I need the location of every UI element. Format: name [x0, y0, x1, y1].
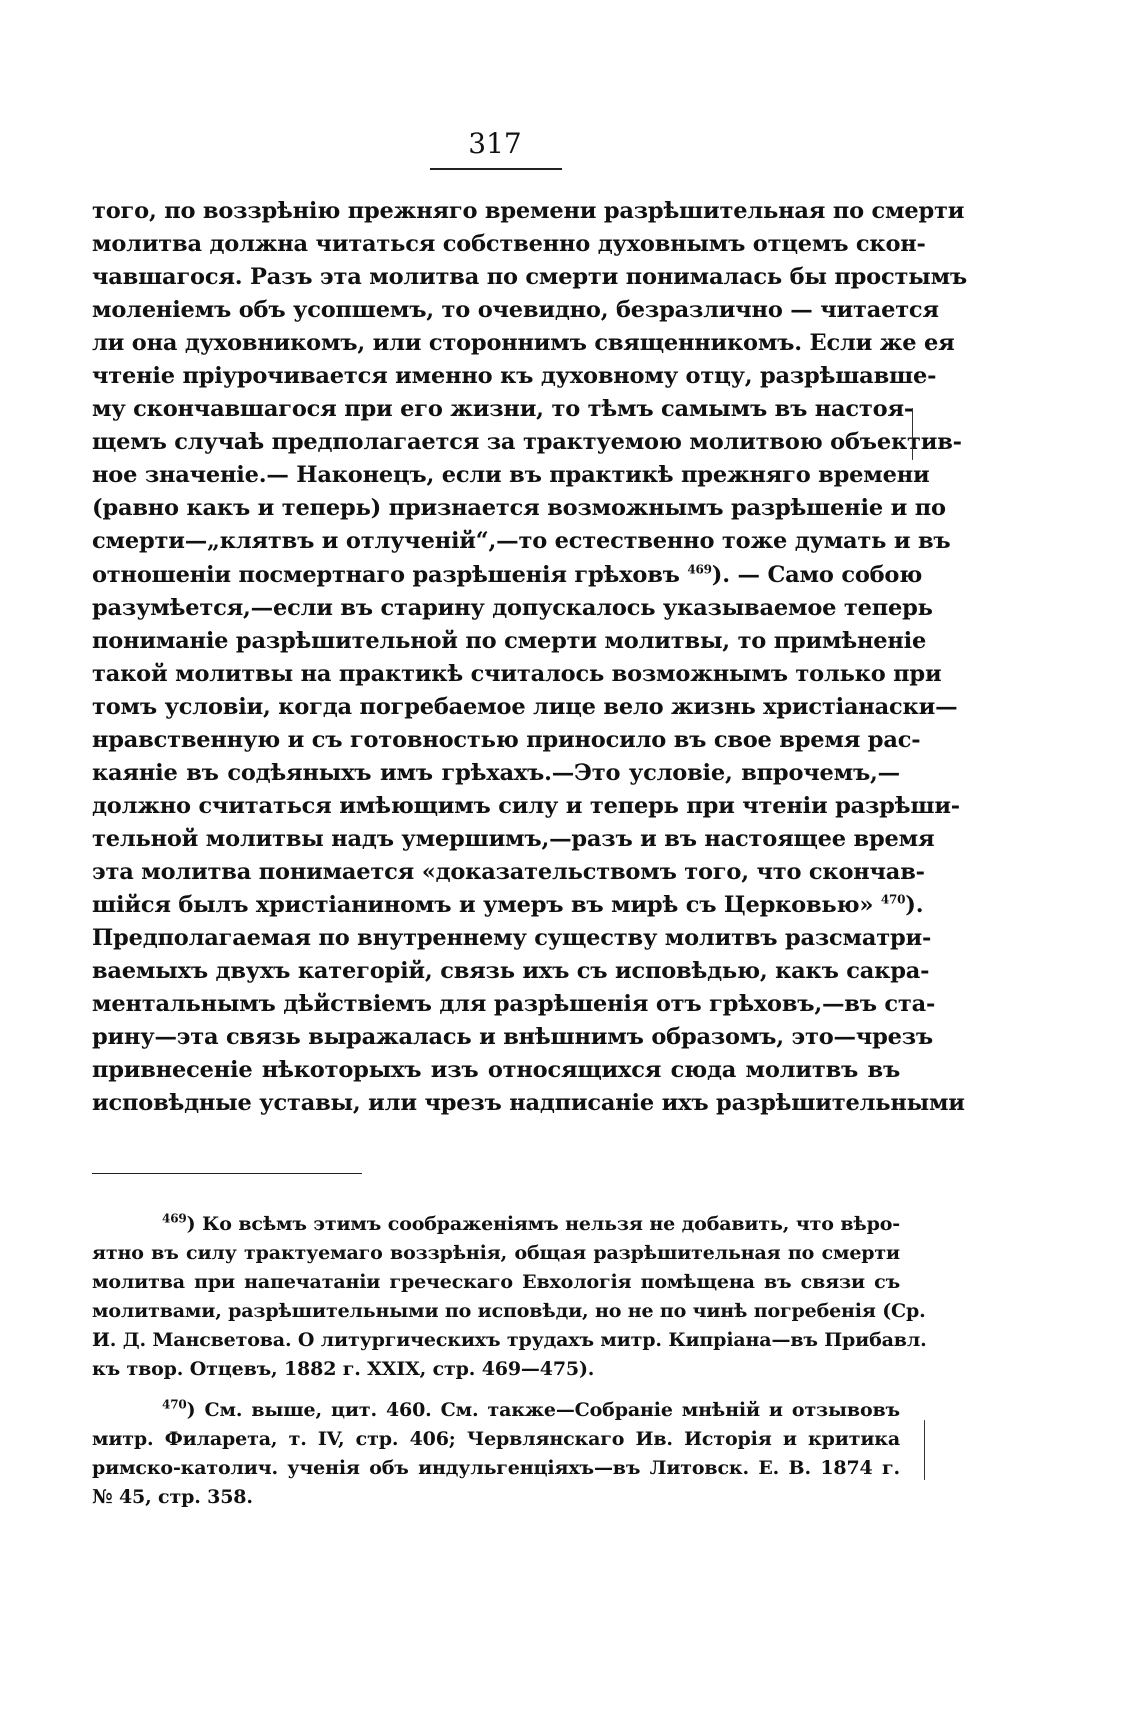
body-line: должно считаться имѣющимъ силу и теперь при чтеніи разрѣши- — [92, 792, 960, 819]
body-line-text: ). — Само собою — [711, 561, 923, 588]
body-line: моленіемъ объ усопшемъ, то очевидно, безразлично — читается — [92, 297, 939, 324]
body-line: ваемыхъ двухъ категорій, связь ихъ съ исповѣдью, какъ сакра- — [92, 958, 930, 985]
margin-mark — [924, 1420, 925, 1480]
body-line: такой молитвы на практикѣ считалось возможнымъ только при — [92, 660, 942, 687]
body-line: разумѣется,—если въ старину допускалось указываемое теперь — [92, 594, 933, 621]
body-line-text: отношеніи посмертнаго разрѣшенія грѣховъ — [92, 561, 680, 588]
footnote-line: И. Д. Мансветова. О литургическихъ трудахъ митр. Кипріана—въ Прибавл. — [92, 1329, 927, 1351]
margin-mark — [912, 408, 913, 460]
body-line: смерти—„клятвъ и отлученій“,—то естественно тоже думать и въ — [92, 528, 951, 555]
footnote-470 — [92, 1396, 900, 1512]
body-line: тельной молитвы надъ умершимъ,—разъ и въ настоящее время — [92, 825, 935, 852]
footnote-line — [92, 1210, 900, 1239]
header-rule — [430, 168, 562, 170]
body-line: рину—эта связь выражалась и внѣшнимъ образомъ, это—чрезъ — [92, 1024, 933, 1051]
body-line — [92, 559, 923, 592]
footnote-line: къ твор. Отцевъ, 1882 г. XXIX, стр. 469—475). — [92, 1358, 595, 1380]
footnote-line-text: ) Ко всѣмъ этимъ соображеніямъ нельзя не добавить, что вѣро- — [186, 1213, 900, 1235]
footnote-line: № 45, стр. 358. — [92, 1486, 253, 1508]
body-line: Предполагаемая по внутреннему существу молитвъ разсматри- — [92, 925, 932, 952]
footnote-rule — [92, 1173, 362, 1174]
body-line: чавшагося. Разъ эта молитва по смерти понималась бы простымъ — [92, 264, 967, 291]
footnote-ref[interactable]: 469 — [687, 562, 712, 577]
body-line: каяніе въ содѣяныхъ имъ грѣхахъ.—Это условіе, впрочемъ,— — [92, 759, 900, 786]
footnote-469 — [92, 1210, 927, 1384]
body-line: му скончавшагося при его жизни, то тѣмъ самымъ въ настоя- — [92, 396, 914, 423]
body-line: ное значеніе.— Наконецъ, если въ практикѣ прежняго времени — [92, 462, 930, 489]
body-line: ли она духовникомъ, или стороннимъ священникомъ. Если же ея — [92, 330, 955, 357]
footnote-line — [92, 1396, 900, 1425]
body-line: пониманіе разрѣшительной по смерти молитвы, то примѣненіе — [92, 627, 927, 654]
footnote-line: римско-католич. ученія объ индульгенціяхъ—въ Литовск. Е. В. 1874 г. — [92, 1457, 900, 1479]
body-line-text: шійся былъ христіаниномъ и умеръ въ мирѣ съ Церковью» — [92, 891, 874, 918]
body-line-text: ). — [905, 891, 924, 918]
footnote-line: ятно въ силу трактуемаго воззрѣнія, общая разрѣшительная по смерти — [92, 1242, 900, 1264]
footnote-mark: 470 — [162, 1397, 187, 1412]
body-line: чтеніе пріурочивается именно къ духовному отцу, разрѣшавше- — [92, 363, 937, 390]
body-line: ментальнымъ дѣйствіемъ для разрѣшенія отъ грѣховъ,—въ ста- — [92, 991, 936, 1018]
footnote-line: молитвами, разрѣшительными по исповѣди, но не по чинѣ погребенія (Ср. — [92, 1300, 926, 1322]
footnotes — [92, 1210, 927, 1524]
body-line — [92, 889, 924, 922]
body-line: нравственную и съ готовностью приносило въ свое время рас- — [92, 726, 921, 753]
body-line: того, по воззрѣнію прежняго времени разрѣшительная по смерти — [92, 198, 965, 224]
body-line: (равно какъ и теперь) признается возможнымъ разрѣшеніе и по — [92, 495, 946, 522]
footnote-line: молитва при напечатаніи греческаго Евхологія помѣщена въ связи съ — [92, 1271, 900, 1293]
body-line: молитва должна читаться собственно духовнымъ отцемъ скон- — [92, 231, 926, 258]
footnote-line-text: ) См. выше, цит. 460. См. также—Собраніе мнѣній и отзывовъ — [186, 1399, 900, 1421]
body-line: привнесеніе нѣкоторыхъ изъ относящихся сюда молитвъ въ — [92, 1057, 900, 1084]
body-line: исповѣдные уставы, или чрезъ надписаніе ихъ разрѣшительными — [92, 1090, 965, 1117]
body-line: томъ условіи, когда погребаемое лице вело жизнь христіанаски— — [92, 693, 958, 720]
body-line: эта молитва понимается «доказательствомъ того, что скончав- — [92, 858, 925, 885]
body-line: щемъ случаѣ предполагается за трактуемою молитвою объектив- — [92, 429, 962, 456]
footnote-ref[interactable]: 470 — [880, 892, 906, 907]
footnote-line: митр. Филарета, т. IV, стр. 406; Червлянскаго Ив. Исторія и критика — [92, 1428, 900, 1450]
body-text — [92, 195, 967, 1120]
page-number: 317 — [468, 127, 522, 160]
footnote-mark: 469 — [162, 1211, 187, 1226]
